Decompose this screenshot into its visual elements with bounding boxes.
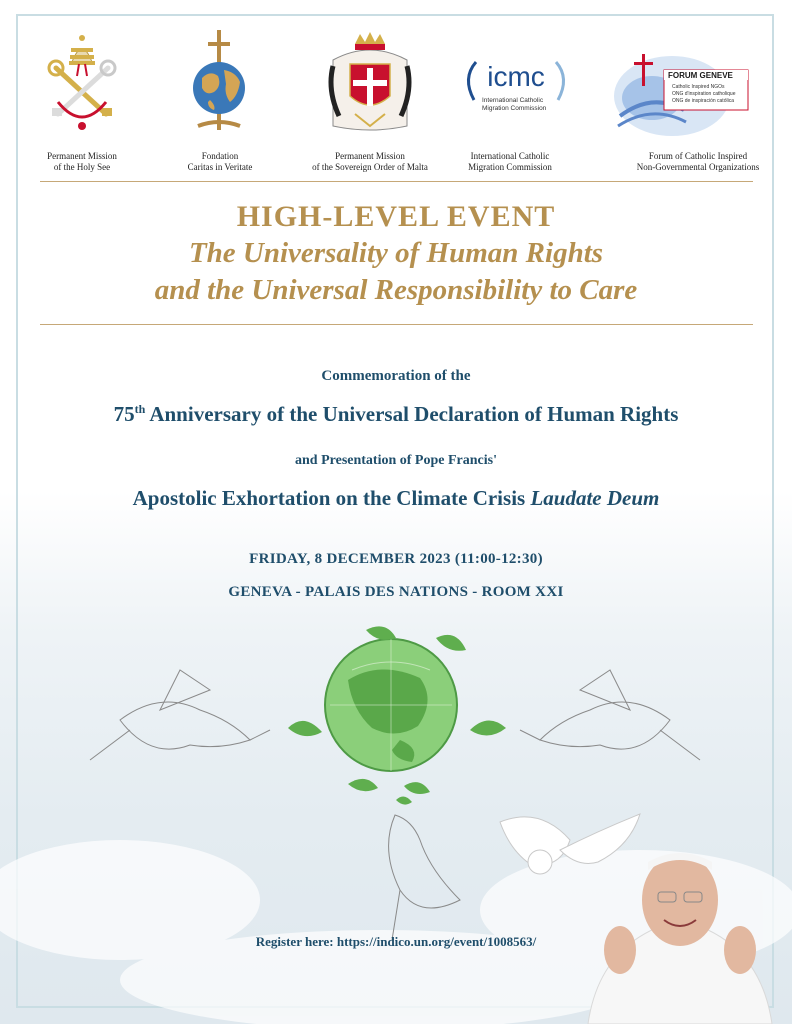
icmc-logo-icon bbox=[460, 48, 572, 118]
forum-logo-line3: ONG de inspiración católica bbox=[672, 98, 734, 104]
event-title-line1: The Universality of Human Rights bbox=[188, 237, 604, 269]
anniversary-heading bbox=[0, 402, 792, 427]
organizer-caption-line1: International Catholic bbox=[470, 151, 550, 161]
organizer-caption-forum bbox=[618, 151, 778, 173]
organizer-caption-caritas bbox=[168, 151, 272, 173]
organizer-caption-line1: Fondation bbox=[201, 151, 239, 161]
registration-link[interactable]: https://indico.un.org/event/1008563/ bbox=[336, 934, 537, 949]
forum-logo-line2: ONG d'inspiration catholique bbox=[672, 91, 736, 97]
event-kicker: HIGH-LEVEL EVENT bbox=[236, 200, 556, 233]
icmc-wordmark: icmc bbox=[487, 61, 545, 92]
forum-logo-line1: Catholic Inspired NGOs bbox=[672, 84, 725, 90]
organizer-caption-holy-see bbox=[30, 151, 134, 173]
organizer-caption-line1: Permanent Mission bbox=[47, 151, 117, 161]
exhortation-heading bbox=[0, 486, 792, 511]
organizer-caption-icmc bbox=[454, 151, 566, 173]
holy-see-coat-of-arms-icon bbox=[42, 30, 122, 135]
line-art-dove-left-icon bbox=[90, 670, 270, 760]
header-divider bbox=[40, 181, 753, 182]
exhortation-text: Apostolic Exhortation on the Climate Crisis bbox=[132, 486, 531, 510]
forum-geneve-logo-icon bbox=[612, 42, 752, 140]
organizer-caption-line2: of the Sovereign Order of Malta bbox=[312, 162, 428, 172]
commemoration-label: Commemoration of the bbox=[321, 368, 471, 384]
organizer-caption-line2: Non-Governmental Organizations bbox=[636, 162, 760, 172]
exhortation-title: Laudate Deum bbox=[530, 486, 660, 510]
forum-logo-title: FORUM GENEVE bbox=[668, 71, 733, 80]
title-divider bbox=[40, 324, 753, 325]
organizer-caption-line1: Permanent Mission bbox=[335, 151, 405, 161]
organizer-caption-line2: Caritas in Veritate bbox=[187, 162, 253, 172]
order-of-malta-coat-of-arms-icon bbox=[325, 30, 415, 135]
icmc-logo-line1: International Catholic bbox=[482, 97, 544, 104]
organizer-caption-malta bbox=[300, 151, 440, 173]
globe-cross-icon bbox=[188, 30, 250, 135]
event-title-line2: and the Universal Responsibility to Care bbox=[154, 274, 638, 306]
register-label: Register here: bbox=[255, 934, 337, 949]
presentation-label: and Presentation of Pope Francis' bbox=[295, 453, 497, 468]
event-date: FRIDAY, 8 DECEMBER 2023 (11:00-12:30) bbox=[249, 551, 543, 567]
anniversary-number: 75 bbox=[113, 402, 135, 426]
registration-line bbox=[0, 934, 792, 950]
organizer-caption-line1: Forum of Catholic Inspired bbox=[648, 151, 748, 161]
globe-doves-illustration bbox=[0, 600, 792, 1024]
event-venue: GENEVA - PALAIS DES NATIONS - ROOM XXI bbox=[228, 584, 564, 600]
icmc-logo-line2: Migration Commission bbox=[482, 105, 547, 112]
line-art-dove-right-icon bbox=[520, 670, 700, 760]
organizer-caption-line2: Migration Commission bbox=[468, 162, 552, 172]
line-art-dove-bottom-icon bbox=[389, 815, 460, 940]
earth-globe-icon bbox=[325, 639, 457, 771]
anniversary-ordinal-suffix: th bbox=[134, 402, 146, 416]
anniversary-text: Anniversary of the Universal Declaration of Human Rights bbox=[145, 402, 679, 426]
organizer-caption-line2: of the Holy See bbox=[53, 162, 111, 172]
